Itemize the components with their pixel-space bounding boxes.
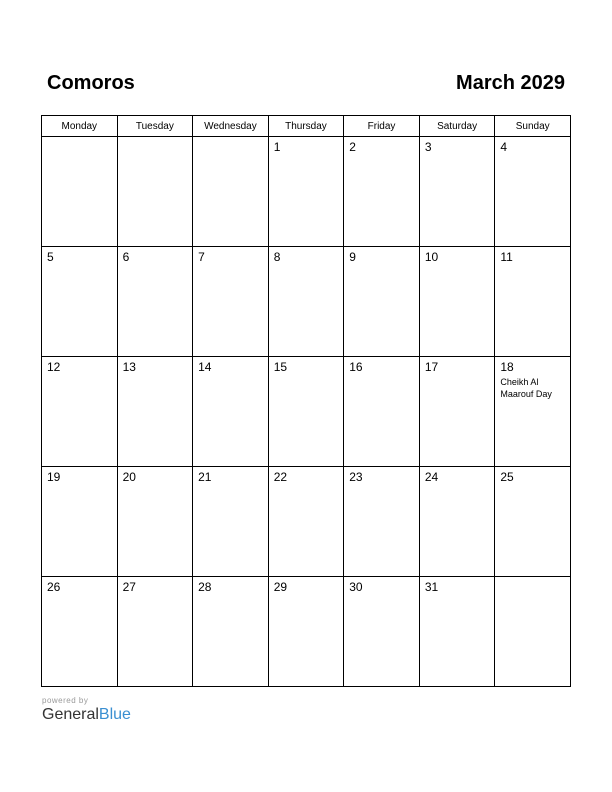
- day-cell: [268, 357, 344, 467]
- day-cell: [193, 137, 269, 247]
- day-cell: [268, 467, 344, 577]
- week-row-5: [42, 577, 571, 687]
- day-number: 28: [198, 580, 212, 594]
- day-cell: [117, 357, 193, 467]
- country-title: Comoros: [47, 72, 135, 94]
- weekday-header-row: [42, 116, 571, 137]
- day-cell: [193, 467, 269, 577]
- day-cell: [42, 137, 118, 247]
- day-cell: [495, 247, 571, 357]
- weekday-monday: Monday: [42, 116, 118, 137]
- day-number: 29: [273, 580, 288, 594]
- weekday-sunday: Sunday: [495, 116, 571, 137]
- powered-by-text: powered by: [42, 696, 89, 705]
- day-number: 23: [349, 470, 363, 484]
- day-cell: [419, 357, 495, 467]
- day-number: 24: [424, 470, 439, 484]
- day-cell: [268, 137, 344, 247]
- day-cell: [117, 137, 193, 247]
- day-number: 9: [349, 250, 356, 264]
- day-number: 10: [424, 250, 439, 264]
- brand-general: General: [42, 706, 99, 723]
- day-number: 6: [122, 250, 130, 264]
- day-cell: [344, 577, 420, 687]
- day-number: 30: [349, 580, 363, 594]
- day-cell: [268, 247, 344, 357]
- day-number: 1: [273, 140, 281, 154]
- generalblue-logo: [42, 696, 131, 724]
- day-number: 5: [47, 250, 54, 264]
- day-number: 14: [198, 360, 212, 374]
- day-number: 15: [273, 360, 288, 374]
- weekday-wednesday: Wednesday: [193, 116, 269, 137]
- weekday-thursday: Thursday: [268, 116, 344, 137]
- calendar-grid: [41, 115, 571, 687]
- week-row-3: [42, 357, 571, 467]
- day-cell: [495, 467, 571, 577]
- week-row-1: [42, 137, 571, 247]
- day-cell: [42, 577, 118, 687]
- week-row-4: [42, 467, 571, 577]
- day-cell: [193, 357, 269, 467]
- day-cell: [495, 577, 571, 687]
- day-number: 12: [47, 360, 61, 374]
- day-number: 22: [273, 470, 288, 484]
- week-row-2: [42, 247, 571, 357]
- month-year-title: March 2029: [456, 72, 565, 94]
- day-cell: [495, 357, 571, 467]
- day-number: 8: [273, 250, 281, 264]
- brand-blue: Blue: [98, 706, 131, 723]
- day-cell: [419, 247, 495, 357]
- day-number: 18: [500, 360, 514, 374]
- day-cell: [193, 247, 269, 357]
- day-cell: [117, 247, 193, 357]
- day-cell: [117, 467, 193, 577]
- weekday-tuesday: Tuesday: [117, 116, 193, 137]
- day-cell: [419, 467, 495, 577]
- day-number: 21: [198, 470, 212, 484]
- day-number: 31: [424, 580, 439, 594]
- day-number: 13: [122, 360, 136, 374]
- day-cell: [419, 577, 495, 687]
- holiday-label: Cheikh Al Maarouf Day: [500, 377, 552, 399]
- day-cell: [42, 247, 118, 357]
- day-cell: [193, 577, 269, 687]
- day-cell: [344, 137, 420, 247]
- day-number: 27: [122, 580, 136, 594]
- day-cell: [42, 467, 118, 577]
- day-cell: [117, 577, 193, 687]
- day-number: 25: [500, 470, 514, 484]
- weekday-saturday: Saturday: [419, 116, 495, 137]
- day-cell: [495, 137, 571, 247]
- day-cell: [419, 137, 495, 247]
- brand-name: [42, 706, 131, 724]
- day-number: 26: [47, 580, 61, 594]
- day-cell: [344, 357, 420, 467]
- day-cell: [344, 247, 420, 357]
- day-number: 2: [349, 140, 356, 154]
- day-number: 16: [349, 360, 363, 374]
- day-cell: [42, 357, 118, 467]
- day-number: 11: [500, 250, 513, 264]
- day-number: 17: [424, 360, 439, 374]
- day-cell: [344, 467, 420, 577]
- day-number: 19: [47, 470, 61, 484]
- day-cell: [268, 577, 344, 687]
- day-number: 20: [122, 470, 136, 484]
- day-number: 7: [198, 250, 205, 264]
- weekday-friday: Friday: [344, 116, 420, 137]
- day-number: 3: [424, 140, 432, 154]
- day-number: 4: [500, 140, 508, 154]
